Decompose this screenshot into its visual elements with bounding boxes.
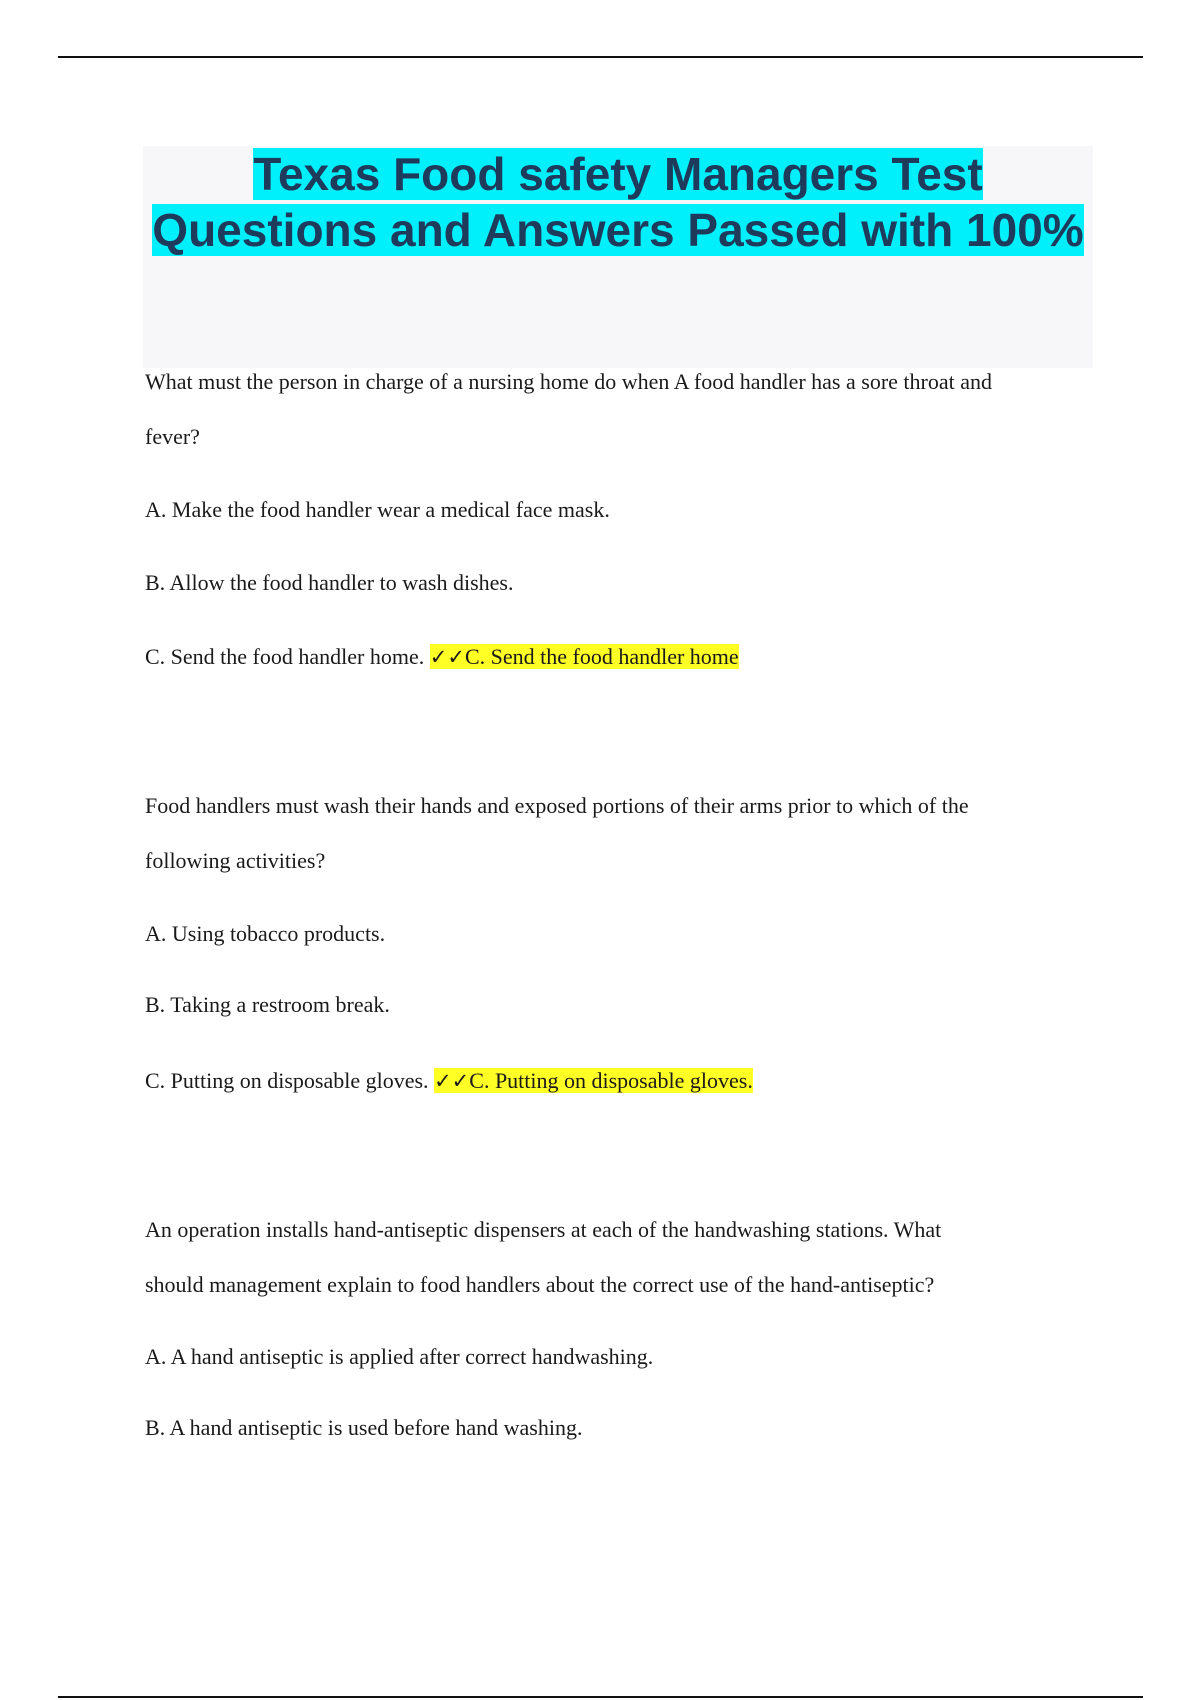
question-1-line-2: fever? <box>145 424 200 449</box>
question-1-option-a: A. Make the food handler wear a medical face mask. <box>145 497 610 522</box>
question-2-answer-text: C. Putting on disposable gloves. <box>469 1068 753 1093</box>
document-title <box>143 146 1093 258</box>
answer-check-icon: ✓✓ <box>429 645 465 669</box>
question-2-option-a: A. Using tobacco products. <box>145 921 386 946</box>
bottom-rule <box>58 1696 1143 1698</box>
top-rule <box>58 56 1143 58</box>
question-3-line-2: should management explain to food handlers about the correct use of the hand-antiseptic? <box>145 1272 935 1297</box>
question-3-option-b: B. A hand antiseptic is used before hand washing. <box>145 1415 583 1440</box>
question-1-line-1: What must the person in charge of a nursing home do when A food handler has a sore throat and <box>145 369 992 394</box>
question-2-line-2: following activities? <box>145 848 326 873</box>
question-1-option-c-row <box>145 642 739 672</box>
answer-check-icon: ✓✓ <box>434 1069 470 1093</box>
question-1-option-c: C. Send the food handler home. <box>145 644 425 669</box>
question-2-answer <box>434 1068 753 1093</box>
question-1-answer-text: C. Send the food handler home <box>464 644 739 669</box>
question-1-option-b: B. Allow the food handler to wash dishes. <box>145 570 514 595</box>
question-3-line-1: An operation installs hand-antiseptic dispensers at each of the handwashing stations. What <box>145 1217 942 1242</box>
question-2-option-b: B. Taking a restroom break. <box>145 992 390 1017</box>
question-2-option-c: C. Putting on disposable gloves. <box>145 1068 429 1093</box>
question-2-line-1: Food handlers must wash their hands and exposed portions of their arms prior to which of the <box>145 793 969 818</box>
question-1-answer <box>430 644 739 669</box>
question-2-option-c-row <box>145 1066 753 1096</box>
question-3-option-a: A. A hand antiseptic is applied after correct handwashing. <box>145 1344 654 1369</box>
document-title-text: Texas Food safety Managers Test Questions and Answers Passed with 100% <box>152 148 1084 256</box>
